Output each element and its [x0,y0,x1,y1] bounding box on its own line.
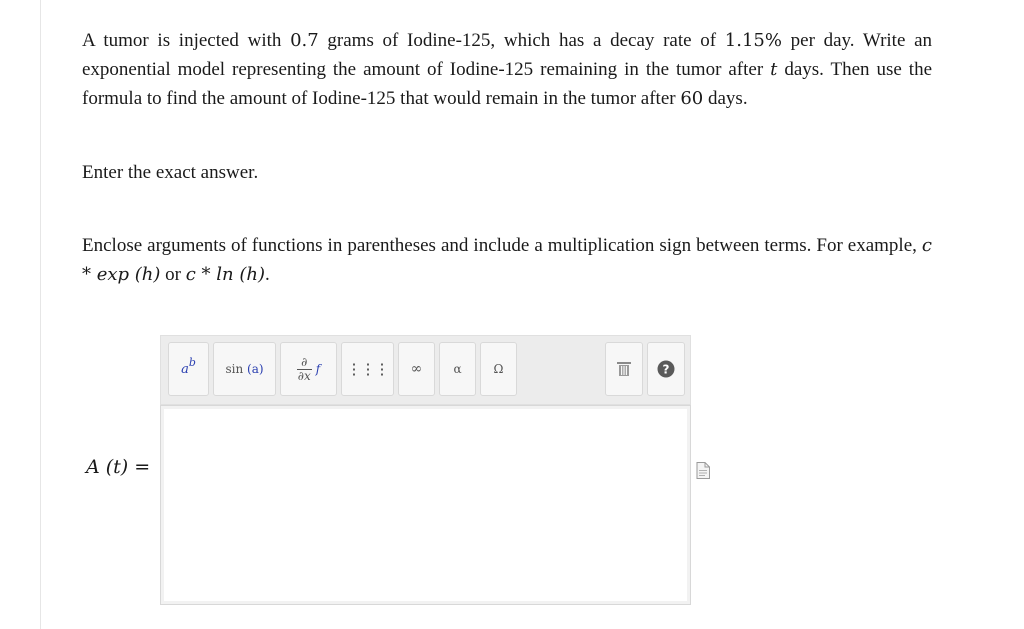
superscript-base: a [181,361,189,377]
question-part: days. Then use the formula to find the amount of Iodine-125 that would remain in the tumor after [82,59,932,109]
omega-icon: Ω [493,362,504,376]
answer-input[interactable] [160,405,691,605]
question-paragraph [82,26,932,113]
format-hint-end: . [264,264,270,285]
superscript-button[interactable] [168,342,209,396]
derivative-numerator: ∂ [301,354,308,369]
sin-label: sin [225,362,244,376]
left-divider [40,0,41,629]
answer-label [86,456,150,478]
alpha-icon: α [453,362,462,376]
derivative-denominator: ∂x [297,368,311,383]
derivative-fraction [297,356,312,383]
infinity-icon: ∞ [410,361,423,377]
infinity-button[interactable] [398,342,435,396]
matrix-icon: ⋮⋮⋮ [346,360,389,378]
question-rate: 1.15% [724,30,782,51]
format-example-ln: c * ln (h) [185,264,265,285]
question-variable-t: t [770,59,778,80]
help-button[interactable] [647,342,685,396]
format-example-exp: c * exp (h) [82,235,932,285]
clear-button[interactable] [605,342,643,396]
question-part: per day. Write an exponential model representing the amount of Iodine-125 remaining in the tumor after [82,30,933,80]
greek-upper-button[interactable] [480,342,517,396]
derivative-button[interactable] [280,342,337,396]
question-part: grams of Iodine-125, which has a decay rate of [318,30,725,51]
help-icon [657,360,675,378]
question-text [82,26,932,113]
document-icon[interactable] [696,462,710,479]
format-hint [82,231,932,289]
instruction-text: Enter the exact answer. [82,162,259,183]
format-hint-or: or [160,264,186,285]
question-part: A tumor is injected with [82,30,291,51]
derivative-function: f [315,362,321,376]
superscript-exponent: b [188,355,196,369]
greek-lower-button[interactable] [439,342,476,396]
matrix-button[interactable] [341,342,394,396]
answer-lhs: A (t) = [86,456,151,478]
format-hint-text: Enclose arguments of functions in parentheses and include a multiplication sign between terms. For example, [82,235,922,256]
sin-function-button[interactable] [213,342,276,396]
trash-icon [616,361,632,377]
question-amount: 0.7 [290,30,319,51]
math-toolbar [160,335,691,405]
svg-text:?: ? [662,362,670,377]
question-part: days. [703,88,748,109]
question-days: 60 [680,88,704,109]
sin-argument: (a) [247,362,264,376]
